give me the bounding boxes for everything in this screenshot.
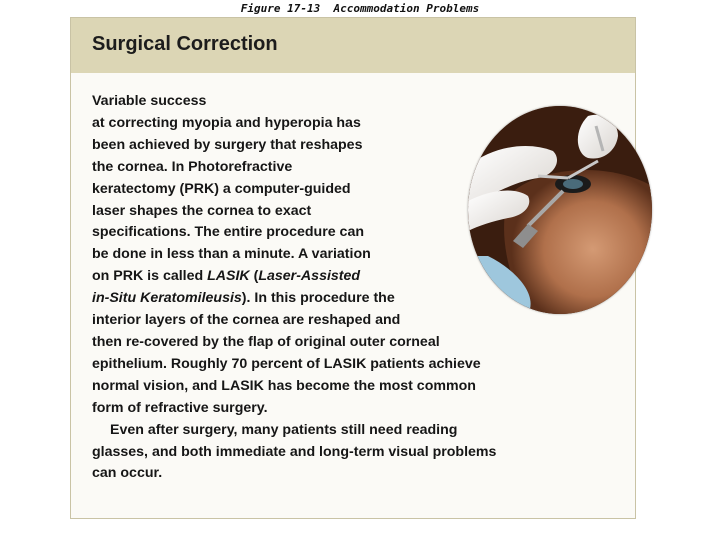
text-line: then re-covered by the flap of original outer corneal: [92, 333, 440, 350]
text-run: on PRK is called: [92, 268, 208, 285]
lasik-expansion: in-Situ Keratomileusis: [92, 290, 242, 307]
text-run: ). In this procedure the: [241, 290, 395, 307]
text-line: Variable success: [92, 93, 207, 109]
text-run: (: [249, 268, 259, 285]
text-line: Even after surgery, many patients still need reading: [110, 421, 458, 438]
lasik-term: LASIK: [207, 268, 250, 285]
text-line: normal vision, and LASIK has become the most common: [92, 377, 476, 394]
text-line: specifications. The entire procedure can: [92, 224, 365, 241]
panel-title: Surgical Correction: [92, 33, 278, 55]
text-line: can occur.: [92, 465, 163, 482]
figure-caption: [0, 2, 720, 15]
text-line: the cornea. In Photorefractive: [92, 158, 293, 175]
text-line: be done in less than a minute. A variation: [92, 246, 371, 263]
panel-header: [71, 18, 635, 73]
text-line: [92, 266, 552, 288]
text-line: been achieved by surgery that reshapes: [92, 136, 363, 153]
figure-number: Figure 17-13: [240, 2, 321, 15]
text-line: laser shapes the cornea to exact: [92, 202, 312, 219]
body-text: [92, 91, 552, 485]
text-line: at correcting myopia and hyperopia has: [92, 114, 361, 131]
text-line: form of refractive surgery.: [92, 399, 268, 416]
text-line: interior layers of the cornea are reshaped and: [92, 312, 401, 329]
text-line: epithelium. Roughly 70 percent of LASIK patients achieve: [92, 355, 481, 372]
lasik-expansion: Laser-Assisted: [258, 268, 361, 285]
figure-title: Accommodation Problems: [333, 2, 480, 15]
lasik-surgery-photo: [468, 106, 652, 314]
text-line: keratectomy (PRK) a computer-guided: [92, 180, 351, 197]
text-line: glasses, and both immediate and long-term visual problems: [92, 443, 497, 460]
text-line: [92, 288, 552, 310]
